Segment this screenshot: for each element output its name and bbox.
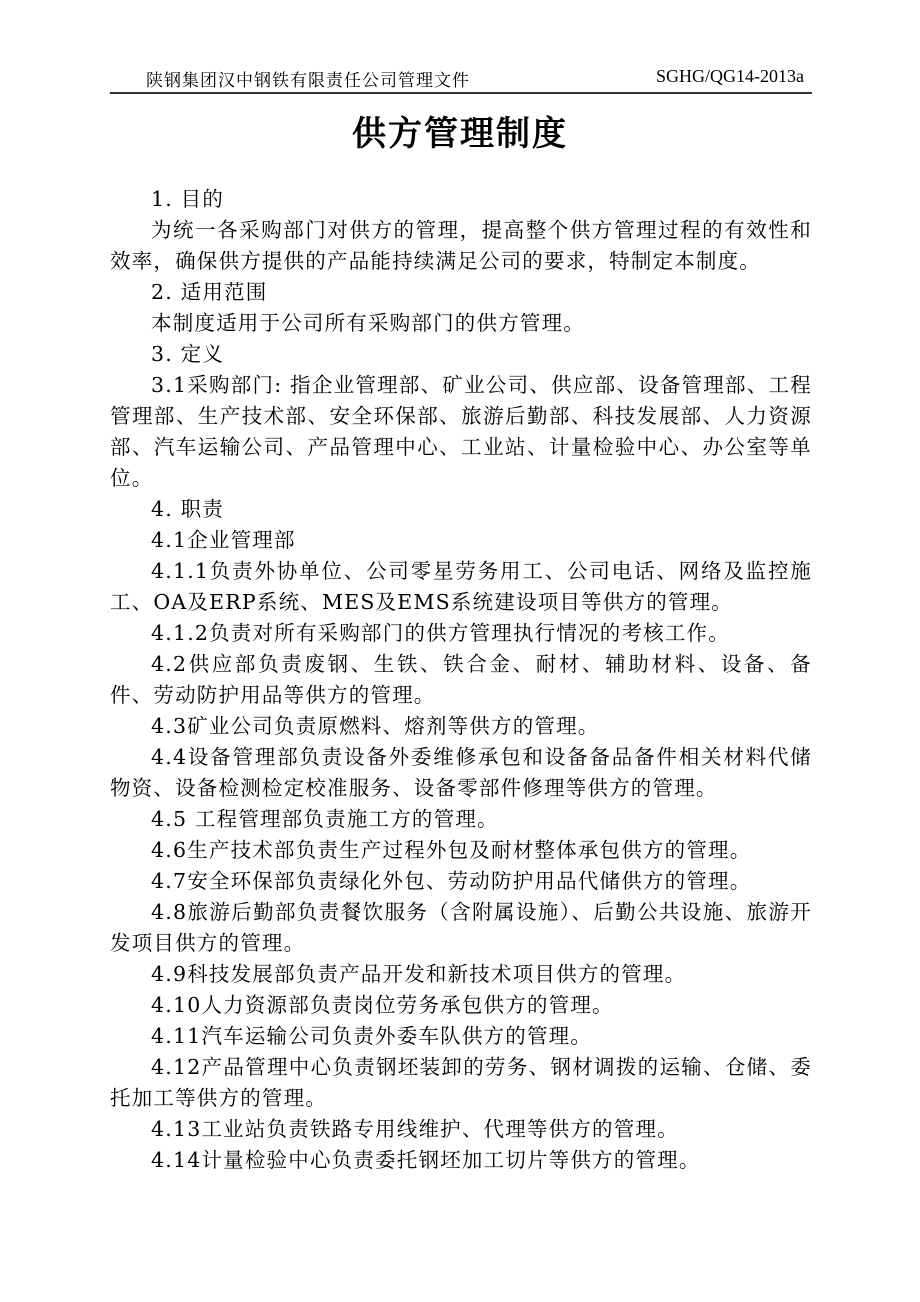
paragraph: 4.7安全环保部负责绿化外包、劳动防护用品代储供方的管理。 [151,869,752,893]
paragraph: 4. 职责 [151,497,225,521]
paragraph: 3.1采购部门: 指企业管理部、矿业公司、供应部、设备管理部、工程管理部、生产技术部、安全环保部、旅游后勤部、科技发展部、人力资源部、汽车运输公司、产品管理中心、工业站、计量检验中心、办公室等单位。 [110,373,812,490]
paragraph: 4.1企业管理部 [151,528,296,552]
paragraph: 4.4设备管理部负责设备外委维修承包和设备备品备件相关材料代储物资、设备检测检定校准服务、设备零部件修理等供方的管理。 [110,745,812,800]
paragraph: 4.2供应部负责废钢、生铁、铁合金、耐材、辅助材料、设备、备件、劳动防护用品等供方的管理。 [110,652,812,707]
document-title: 供方管理制度 [352,114,568,154]
document-body [110,184,812,1176]
paragraph: 3. 定义 [151,342,225,366]
paragraph: 4.11汽车运输公司负责外委车队供方的管理。 [151,1024,593,1048]
paragraph: 4.10人力资源部负责岗位劳务承包供方的管理。 [151,993,614,1017]
paragraph: 4.12产品管理中心负责钢坯装卸的劳务、钢材调拨的运输、仓储、委托加工等供方的管理。 [110,1055,812,1110]
paragraph: 4.6生产技术部负责生产过程外包及耐材整体承包供方的管理。 [151,838,752,862]
paragraph: 4.8旅游后勤部负责餐饮服务（含附属设施）、后勤公共设施、旅游开发项目供方的管理。 [110,900,812,955]
paragraph: 本制度适用于公司所有采购部门的供方管理。 [151,311,585,335]
paragraph: 4.14计量检验中心负责委托钢坯加工切片等供方的管理。 [151,1148,701,1172]
header-rule [110,92,812,94]
paragraph: 4.13工业站负责铁路专用线维护、代理等供方的管理。 [151,1117,679,1141]
paragraph: 为统一各采购部门对供方的管理，提高整个供方管理过程的有效性和效率，确保供方提供的产品能持续满足公司的要求，特制定本制度。 [110,218,812,273]
paragraph: 2. 适用范围 [151,280,268,304]
paragraph: 4.9科技发展部负责产品开发和新技术项目供方的管理。 [151,962,687,986]
paragraph: 4.1.2负责对所有采购部门的供方管理执行情况的考核工作。 [151,621,730,645]
paragraph: 4.1.1负责外协单位、公司零星劳务用工、公司电话、网络及监控施工、OA及ERP系统、MES及EMS系统建设项目等供方的管理。 [110,559,812,614]
paragraph: 4.5 工程管理部负责施工方的管理。 [151,807,499,831]
page-header [110,64,812,90]
header-document-code: SGHG/QG14-2013a [656,66,804,86]
paragraph: 1. 目的 [151,187,225,211]
paragraph: 4.3矿业公司负责原燃料、熔剂等供方的管理。 [151,714,600,738]
header-organization: 陕钢集团汉中钢铁有限责任公司管理文件 [146,71,470,91]
